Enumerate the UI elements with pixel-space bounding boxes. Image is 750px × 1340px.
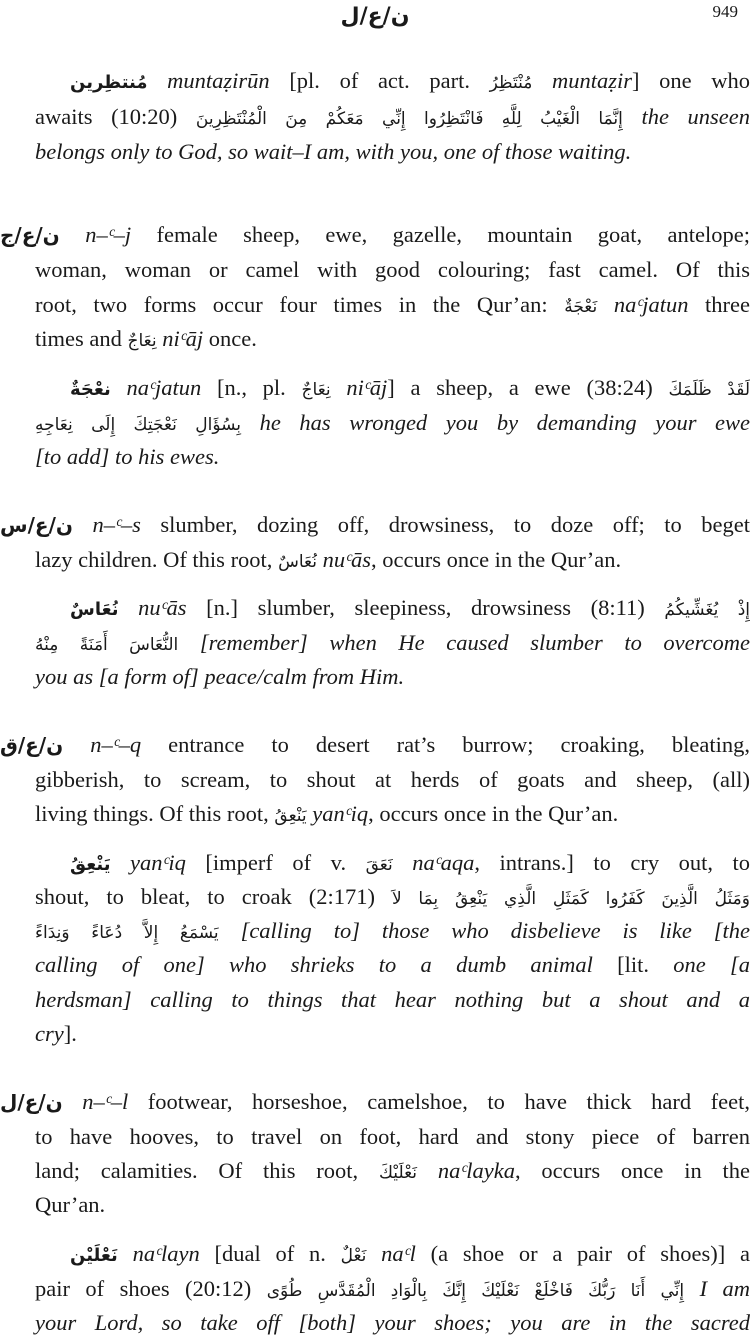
- entry-line: [35, 660, 750, 694]
- text-span: footwear, horseshoe, camelshoe, to have thick hard feet,: [128, 1089, 750, 1114]
- translation: [calling to] those who disbelieve is like [the: [240, 918, 750, 943]
- translation: I am: [699, 1276, 750, 1301]
- text-span: female sheep, ewe, gazelle, mountain goat, antelope;: [131, 222, 750, 247]
- transliteration: niᶜāj: [162, 326, 204, 351]
- text-span: woman, woman or camel with good colouring; fast camel. Of this: [35, 257, 750, 282]
- quran-quote-arabic: إِذْ يُغَشِّيكُمُ: [664, 600, 750, 620]
- quran-quote-arabic: النُّعَاسَ أَمَنَةً مِنْهُ: [35, 635, 179, 655]
- headword-transliteration: nuᶜās: [138, 595, 187, 620]
- text-span: three: [688, 292, 750, 317]
- entry-line: [0, 948, 750, 982]
- quran-quote-arabic: لَقَدْ ظَلَمَكَ: [668, 380, 750, 400]
- translation: the unseen: [622, 104, 750, 129]
- entry-line: [35, 1188, 750, 1222]
- headword-arabic: نُعَاسٌ: [70, 599, 119, 620]
- entry-line: [0, 728, 750, 762]
- text-span: land; calamities. Of this root,: [35, 1158, 379, 1183]
- entry-line: [0, 288, 750, 322]
- headword-transliteration: naᶜjatun: [126, 375, 202, 400]
- entry-line: [35, 440, 750, 474]
- root-transliteration: n–ᶜ–s: [92, 512, 141, 537]
- entry-line: [0, 253, 750, 287]
- translation: herdsman] calling to things that hear nothing but a shout and a: [35, 987, 750, 1012]
- transliteration: nuᶜās: [322, 547, 371, 572]
- text-span: [n.] slumber, sleepiness, drowsiness (8:11): [186, 595, 665, 620]
- entry-line: [35, 797, 750, 831]
- entry-line: [0, 846, 750, 880]
- entry-line: [0, 1306, 750, 1335]
- text-span: , occurs once in the Qur’an.: [370, 547, 622, 572]
- entry-line: [0, 100, 750, 134]
- entry-line: [0, 64, 750, 98]
- text-span: gibberish, to scream, to shout at herds of goats and sheep, (all): [35, 767, 750, 792]
- entry-line: [0, 1120, 750, 1154]
- text-span: [lit.: [592, 952, 674, 977]
- entry-line: [0, 1085, 750, 1119]
- arabic-text: نَعَقَ: [365, 855, 393, 875]
- text-span: [pl. of act. part.: [269, 68, 490, 93]
- headword-arabic: نعْجَةٌ: [70, 379, 111, 400]
- headword-transliteration: naᶜlayn: [132, 1241, 200, 1266]
- quran-quote-arabic: يَسْمَعُ إِلاَّ دُعَاءً وَنِدَاءً: [35, 923, 219, 943]
- root-transliteration: n–ᶜ–q: [90, 732, 142, 757]
- translation: belongs only to God, so wait–I am, with you, one of those waiting.: [35, 139, 632, 164]
- transliteration: muntaẓir: [552, 68, 633, 93]
- entry-line: [0, 1154, 750, 1188]
- text-span: once.: [203, 326, 257, 351]
- arabic-text: نُعَاسٌ: [278, 552, 317, 572]
- translation: your Lord, so take off [both] your shoes; you are in the sacred: [35, 1310, 750, 1335]
- text-span: slumber, dozing off, drowsiness, to doze off; to beget: [140, 512, 750, 537]
- translation: you as [a form of] peace/calm from Him.: [35, 664, 405, 689]
- translation: calling of one] who shrieks to a dumb animal: [35, 952, 593, 977]
- text-span: lazy children. Of this root,: [35, 547, 279, 572]
- transliteration: naᶜaqa: [412, 850, 475, 875]
- arabic-text: نَعْلٌ: [340, 1246, 367, 1266]
- text-span: (a shoe or a pair of shoes)] a: [415, 1241, 750, 1266]
- arabic-text: نَعْلَيْكَ: [378, 1163, 418, 1183]
- entry-line: [35, 322, 750, 356]
- root-letters: ن/ع/ل: [0, 1090, 63, 1114]
- transliteration: yanᶜiq: [312, 801, 369, 826]
- arabic-text: مُنْتَظِرُ: [489, 73, 533, 93]
- entry-line: [35, 135, 750, 169]
- headword-transliteration: yanᶜiq: [130, 850, 186, 875]
- root-letters: ن/ع/ق: [0, 733, 64, 757]
- text-span: , occurs once in the: [514, 1158, 750, 1183]
- transliteration: naᶜl: [381, 1241, 416, 1266]
- text-span: times and: [35, 326, 128, 351]
- arabic-text: نِعَاجٌ: [301, 380, 331, 400]
- entry-line: [0, 371, 750, 405]
- entry-line: [0, 1272, 750, 1306]
- transliteration: naᶜjatun: [613, 292, 689, 317]
- entry-line: [0, 880, 750, 914]
- root-letters: ن/ع/ج: [0, 223, 60, 247]
- text-span: , intrans.] to cry out, to: [474, 850, 750, 875]
- entry-line: [0, 591, 750, 625]
- entry-line: [35, 543, 750, 577]
- text-span: ] a sheep, a ewe (38:24): [387, 375, 669, 400]
- root-letters: ن/ع/س: [0, 513, 73, 537]
- text-span: living things. Of this root,: [35, 801, 275, 826]
- text-span: pair of shoes (20:12): [35, 1276, 267, 1301]
- text-span: ].: [63, 1021, 77, 1046]
- text-span: ] one who: [632, 68, 750, 93]
- entry-line: [0, 1237, 750, 1271]
- headword-arabic: يَنْعِقُ: [70, 854, 111, 875]
- quran-quote-arabic: بِسُؤَالِ نَعْجَتِكَ إِلَى نِعَاجِهِ: [35, 415, 242, 435]
- translation: one [a: [673, 952, 750, 977]
- headword-arabic: مُنتظِرين: [70, 72, 148, 93]
- entry-line: [0, 983, 750, 1017]
- headword-transliteration: muntaẓirūn: [167, 68, 270, 93]
- text-span: , occurs once in the Qur’an.: [368, 801, 619, 826]
- running-head-root: ن/ع/ل: [340, 4, 410, 29]
- quran-quote-arabic: إِنِّي أَنَا رَبُّكَ فَاخْلَعْ نَعْلَيْكَ إِنَّكَ بِالْوَادِ الْمُقَدَّسِ طُوًى: [266, 1281, 685, 1301]
- text-span: shout, to bleat, to croak (2:171): [35, 884, 392, 909]
- text-span: entrance to desert rat’s burrow; croaking, bleating,: [141, 732, 750, 757]
- entry-line: [0, 406, 750, 440]
- text-span: [dual of n.: [199, 1241, 341, 1266]
- transliteration: naᶜlayka: [437, 1158, 515, 1183]
- quran-quote-arabic: وَمَثَلُ الَّذِينَ كَفَرُوا كَمَثَلِ الَّذِي يَنْعِقُ بِمَا لاَ: [391, 889, 750, 909]
- root-transliteration: n–ᶜ–l: [82, 1089, 129, 1114]
- arabic-text: نِعَاجٌ: [127, 331, 157, 351]
- page-number: 949: [712, 2, 738, 21]
- quran-quote-arabic: إِنَّمَا الْغَيْبُ لِلَّهِ فَانْتَظِرُوا إِنِّي مَعَكُمْ مِنَ الْمُنْتَظِرِينَ: [195, 109, 623, 129]
- arabic-text: نَعْجَةٌ: [564, 297, 598, 317]
- entry-line: [0, 763, 750, 797]
- entry-line: [0, 218, 750, 252]
- text-span: root, two forms occur four times in the Qur’an:: [35, 292, 565, 317]
- translation: [remember] when He caused slumber to overcome: [199, 630, 750, 655]
- text-span: Qur’an.: [35, 1192, 106, 1217]
- text-span: to have hooves, to travel on foot, hard and stony piece of barren: [35, 1124, 750, 1149]
- text-span: [n., pl.: [201, 375, 302, 400]
- text-span: awaits (10:20): [35, 104, 196, 129]
- entry-line: [0, 508, 750, 542]
- text-span: [imperf of v.: [185, 850, 366, 875]
- translation: [to add] to his ewes.: [35, 444, 220, 469]
- entry-line: [35, 1017, 750, 1051]
- translation: he has wronged you by demanding your ewe: [259, 410, 750, 435]
- root-transliteration: n–ᶜ–j: [85, 222, 132, 247]
- headword-arabic: نَعْلَيْن: [70, 1245, 118, 1266]
- transliteration: niᶜāj: [346, 375, 388, 400]
- entry-line: [0, 914, 750, 948]
- arabic-text: يَنْعِقُ: [274, 806, 307, 826]
- translation: cry: [35, 1021, 64, 1046]
- entry-line: [0, 626, 750, 660]
